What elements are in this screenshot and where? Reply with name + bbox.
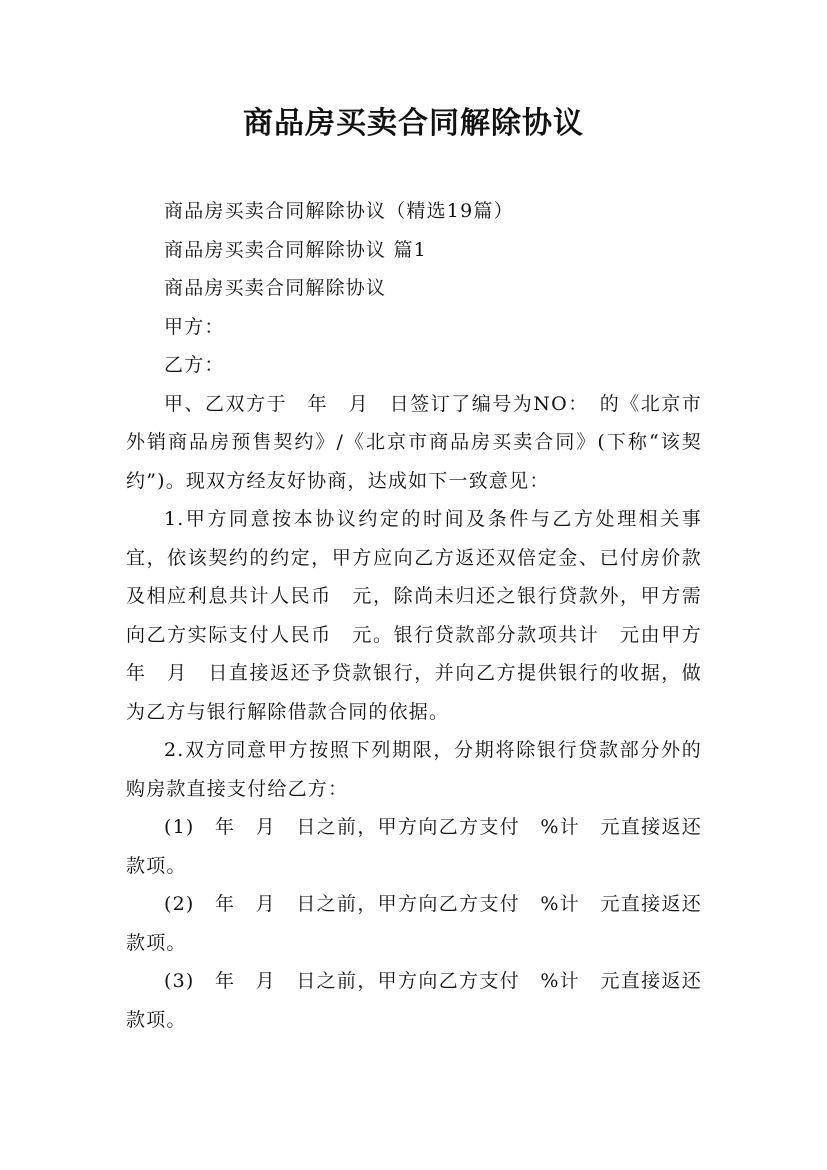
paragraph: 商品房买卖合同解除协议 bbox=[164, 277, 387, 299]
paragraph: 甲方： bbox=[164, 315, 225, 338]
paragraph: 乙方： bbox=[164, 354, 225, 376]
paragraph: 商品房买卖合同解除协议（精选19篇） bbox=[164, 200, 514, 222]
paragraph: (2) 年 月 日之前，甲方向乙方支付 %计 元直接返还款项。 bbox=[126, 893, 702, 954]
document-title: 商品房买卖合同解除协议 bbox=[243, 106, 584, 141]
paragraph: (3) 年 月 日之前，甲方向乙方支付 %计 元直接返还款项。 bbox=[126, 970, 702, 1031]
paragraph: 2.双方同意甲方按照下列期限，分期将除银行贷款部分外的购房款直接支付给乙方： bbox=[126, 739, 702, 800]
paragraph: 1.甲方同意按本协议约定的时间及条件与乙方处理相关事宜，依该契约的约定，甲方应向乙方返还双倍定金、已付房价款及相应利息共计人民币 元，除尚未归还之银行贷款外，甲方需向乙方实际支付人民币 元。银行贷款部分款项共计 元由甲方 年 月 日直接返还予贷款银行，并向乙方提供银行的收据，做为乙方与银行解除借款合同的依据。 bbox=[126, 508, 723, 723]
paragraph: 甲、乙双方于 年 月 日签订了编号为NO： 的《北京市外销商品房预售契约》/《北京市商品房买卖合同》(下称“该契约”)。现双方经友好协商，达成如下一致意见： bbox=[126, 392, 702, 492]
document-body bbox=[126, 192, 723, 1039]
paragraph: 商品房买卖合同解除协议 篇1 bbox=[164, 238, 427, 261]
paragraph: (1) 年 月 日之前，甲方向乙方支付 %计 元直接返还款项。 bbox=[126, 816, 702, 877]
